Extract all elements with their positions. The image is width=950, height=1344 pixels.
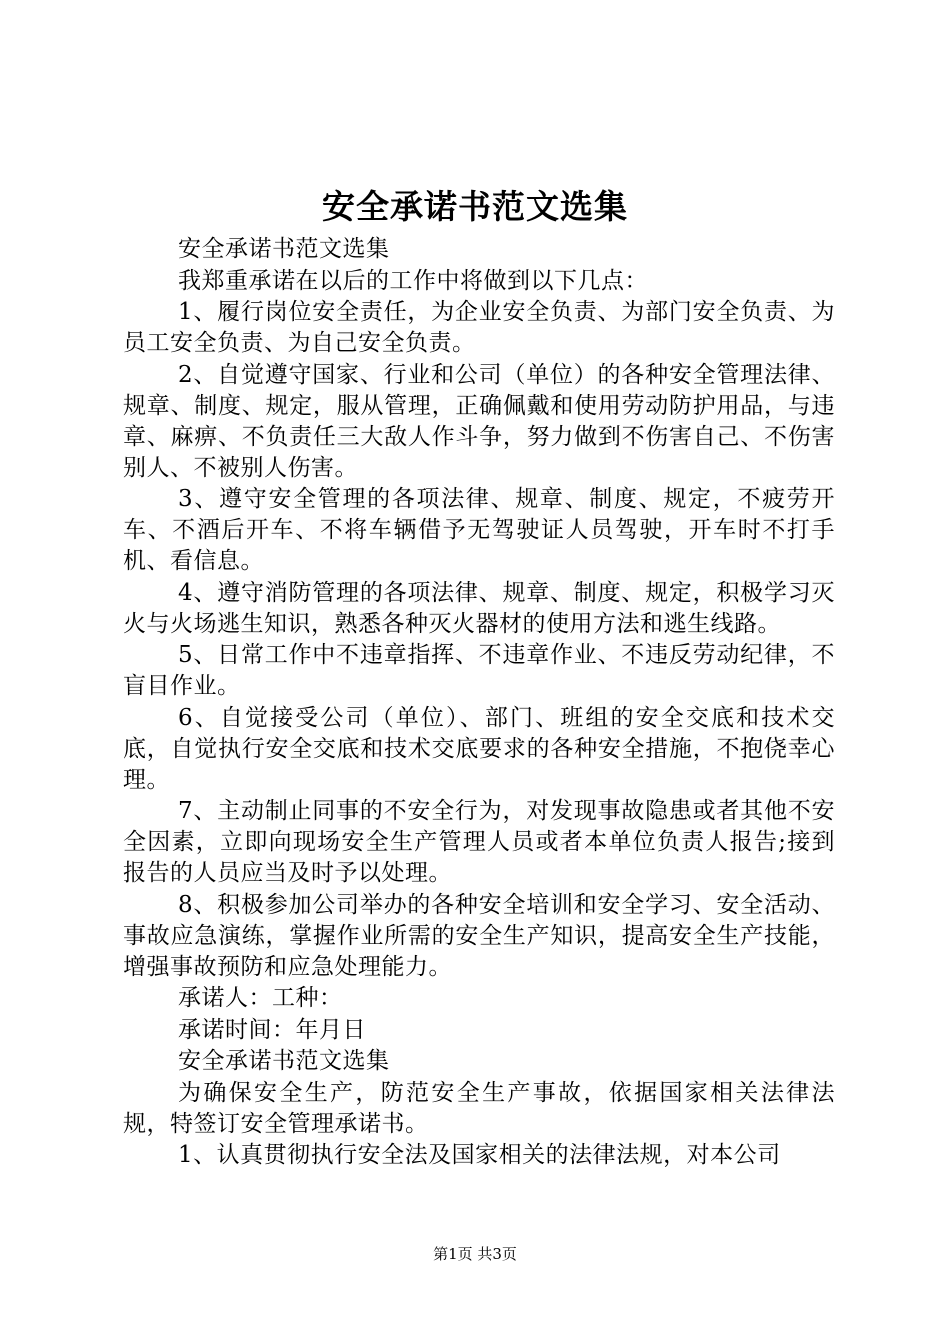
- signer-line: 承诺人：工种：: [178, 985, 343, 1011]
- paragraph-item-2: 2、自觉遵守国家、行业和公司（单位）的各种安全管理法律、规章、制度、规定，服从管理，正确佩戴和使用劳动防护用品，与违章、麻痹、不负责任三大敌人作斗争，努力做到不伤害自己、不伤害别人、不被别人伤害。: [123, 361, 835, 481]
- date-line: 承诺时间：年月日: [178, 1016, 366, 1043]
- paragraph-item-7: 7、主动制止同事的不安全行为，对发现事故隐患或者其他不安全因素，立即向现场安全生产管理人员或者本单位负责人报告;接到报告的人员应当及时予以处理。: [123, 798, 835, 886]
- paragraph-intro-2: 为确保安全生产，防范安全生产事故，依据国家相关法律法规，特签订安全管理承诺书。: [123, 1079, 835, 1137]
- paragraph-subtitle-2: 安全承诺书范文选集: [178, 1048, 390, 1074]
- document-title: 安全承诺书范文选集: [322, 187, 628, 226]
- paragraph-item-5: 5、日常工作中不违章指挥、不违章作业、不违反劳动纪律，不盲目作业。: [123, 642, 835, 699]
- paragraph-item-4: 4、遵守消防管理的各项法律、规章、制度、规定，积极学习灭火与火场逃生知识，熟悉各种灭火器材的使用方法和逃生线路。: [123, 579, 835, 637]
- page-footer: 第1页 共3页: [433, 1245, 517, 1263]
- paragraph-subtitle: 安全承诺书范文选集: [178, 236, 390, 262]
- paragraph-item-6: 6、自觉接受公司（单位）、部门、班组的安全交底和技术交底，自觉执行安全交底和技术交底要求的各种安全措施，不抱侥幸心理。: [123, 704, 835, 793]
- document-body: [123, 234, 835, 1172]
- paragraph-intro: 我郑重承诺在以后的工作中将做到以下几点：: [178, 267, 648, 294]
- paragraph-item-3: 3、遵守安全管理的各项法律、规章、制度、规定，不疲劳开车、不酒后开车、不将车辆借予无驾驶证人员驾驶，开车时不打手机、看信息。: [123, 486, 835, 574]
- paragraph-item-1: 1、履行岗位安全责任，为企业安全负责、为部门安全负责、为员工安全负责、为自己安全负责。: [123, 299, 835, 356]
- paragraph-item-2-1: 1、认真贯彻执行安全法及国家相关的法律法规，对本公司: [178, 1142, 781, 1168]
- paragraph-item-8: 8、积极参加公司举办的各种安全培训和安全学习、安全活动、事故应急演练，掌握作业所需的安全生产知识，提高安全生产技能，增强事故预防和应急处理能力。: [123, 891, 835, 980]
